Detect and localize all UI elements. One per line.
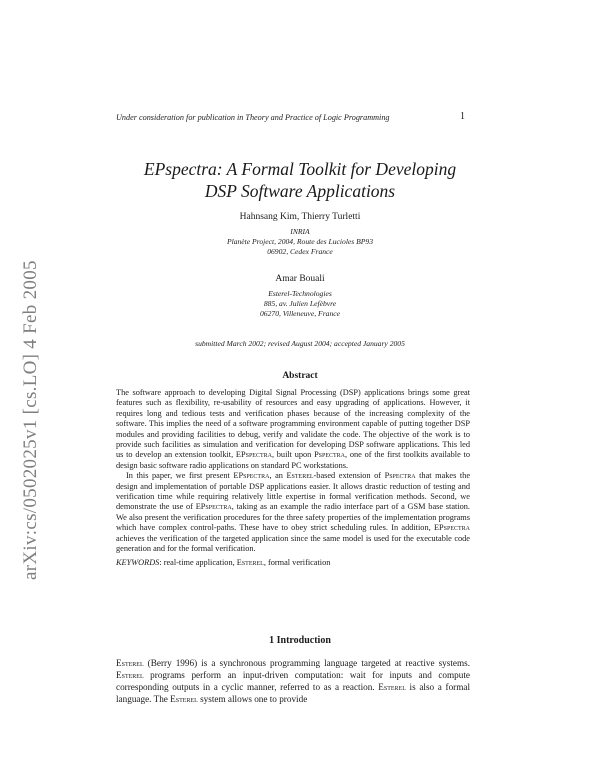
abstract-text: achieves the verification of the targeted application since the same model is used for the executable code generation and for the formal verification. — [116, 533, 470, 554]
abstract-smallcaps: EPspectra — [235, 450, 272, 460]
affiliation-2-line-3: 06270, Villeneuve, France — [260, 309, 340, 318]
keywords-smallcaps: Esterel — [236, 557, 264, 567]
running-head: Under consideration for publication in Theory and Practice of Logic Programming — [116, 113, 390, 122]
author-names-2: Amar Bouali — [275, 274, 325, 284]
intro-text: programs perform an input-driven computation: wait for inputs and compute corresponding outputs in a cyclic manner, referred to as a reaction. — [116, 670, 470, 693]
keywords — [116, 558, 470, 568]
arxiv-stamp-text: arXiv:cs/0502025v1 [cs.LO] 4 Feb 2005 — [20, 260, 41, 580]
affiliation-1-line-2: Planète Project, 2004, Route des Lucioles BP93 — [226, 237, 374, 246]
intro-text: (Berry 1996) is a synchronous programming language targeted at reactive systems. — [143, 658, 470, 668]
submission-dates: submitted March 2002; revised August 2004; accepted January 2005 — [195, 339, 405, 348]
abstract-body — [116, 388, 470, 568]
abstract-text: -based extension of — [313, 471, 385, 481]
abstract-text: that makes the design and implementation of portable DSP applications easier. It allows drastic reduction of testing and verification time while requiring relatively little expertise in formal verification methods. Second, we demonstrate the use of — [116, 471, 471, 512]
page-number: 1 — [460, 111, 465, 122]
arxiv-stamp — [20, 200, 42, 580]
abstract-smallcaps: Esterel — [286, 471, 314, 481]
abstract-text: , built upon — [271, 450, 315, 460]
title-line-1: EPspectra: A Formal Toolkit for Developing — [143, 159, 457, 179]
introduction-paragraph — [116, 657, 470, 705]
abstract-text: , taking as an example the radio interface part of a GSM base station. We also present the verification procedures for the three safety properties of the implementation programs which have complex control-paths. These have to obey strict scheduling rules. In addition, — [116, 502, 471, 533]
keywords-label: KEYWORDS — [116, 557, 160, 567]
abstract-heading: Abstract — [282, 371, 318, 381]
abstract-paragraph-2 — [116, 471, 470, 554]
abstract-text: , one of the first toolkits available to design basic software radio applications on standard PC workstations. — [116, 450, 470, 470]
author-group-2 — [150, 274, 450, 319]
abstract-text: In this paper, we first present — [126, 471, 234, 481]
intro-text: is also a formal language. The — [116, 682, 470, 705]
abstract-smallcaps: EPspectra — [233, 471, 270, 481]
abstract-paragraph-1 — [116, 388, 470, 471]
intro-smallcaps: Esterel — [116, 658, 144, 668]
abstract-smallcaps: Pspectra — [384, 471, 416, 481]
abstract-smallcaps: EPspectra — [195, 502, 232, 512]
intro-text: system allows one to provide — [197, 694, 308, 705]
abstract-smallcaps: EPspectra — [433, 523, 470, 533]
section-heading-introduction: 1 Introduction — [269, 635, 331, 646]
affiliation-1-line-3: 06902, Cedex France — [267, 247, 333, 256]
author-names-1: Hahnsang Kim, Thierry Turletti — [239, 212, 361, 222]
intro-smallcaps: Esterel — [116, 670, 144, 681]
title-line-2: DSP Software Applications — [204, 181, 396, 201]
keywords-text: , formal verification — [263, 557, 331, 567]
abstract-text: The software approach to developing Digital Signal Processing (DSP) applications brings some great features such as flexibility, re-usability of resources and easy upgrading of applications. However, it requires long and tedious tests and verification phases because of the increasing complexity of the software. This implies the need of a software programming environment capable of putting together DSP modules and providing facilities to debug, verify and validate the code. The objective of the work is to provide such facilities as simulation and verification for developing DSP software applications. This led us to develop an extension toolkit, — [116, 388, 470, 460]
author-group-1 — [150, 212, 450, 257]
paper-title — [100, 158, 500, 202]
affiliation-1-line-1: INRIA — [290, 227, 310, 236]
abstract-text: , an — [269, 471, 287, 481]
keywords-text: : real-time application, — [159, 557, 237, 567]
affiliation-2-line-2: 885, av. Julien Lefèbvre — [263, 299, 337, 308]
affiliation-2-line-1: Esterel-Technologies — [268, 289, 332, 298]
intro-smallcaps: Esterel — [170, 694, 198, 705]
abstract-smallcaps: Pspectra — [314, 450, 346, 460]
intro-smallcaps: Esterel — [378, 682, 406, 693]
